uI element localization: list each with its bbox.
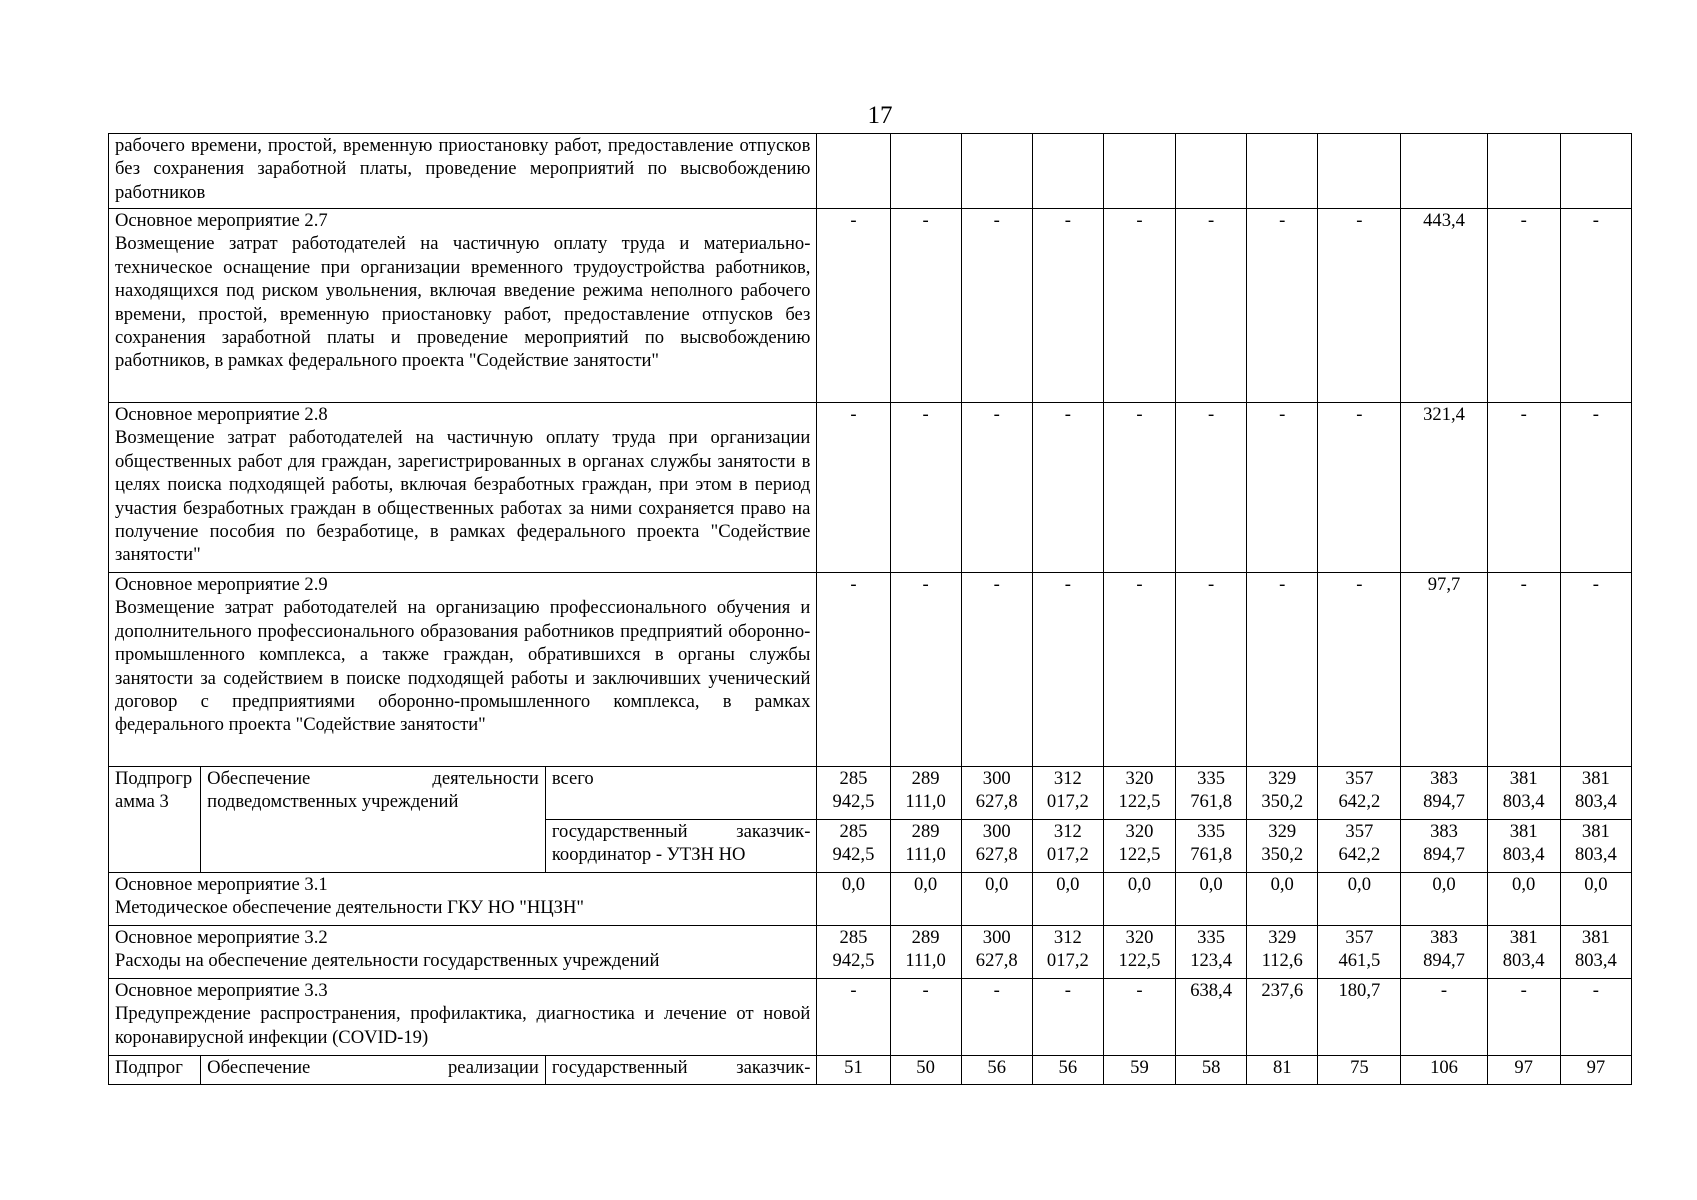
value-cell: 0,0 [1247, 873, 1318, 926]
value-cell: 312 017,2 [1032, 767, 1103, 820]
total-label: всего [545, 767, 817, 820]
measure-text: Возмещение затрат работодателей на частичную оплату труда и материально-техническое оснащение при организации временного трудоустройства работников, находящихся под риском увольнения, включая введение режима неполного рабочего времени, простой, временную приостановку работ, предоставление отпусков без сохранения заработной платы и проведение мероприятий по высвобождению работников, в рамках федерального проекта "Содействие занятости" [115, 233, 811, 372]
table-row [109, 979, 1632, 1056]
value-cell: - [1247, 403, 1318, 573]
value-cell: 97 [1487, 1056, 1560, 1085]
value-cell: 383 894,7 [1401, 926, 1487, 979]
value-cell: 329 350,2 [1247, 767, 1318, 820]
customer-label: государственный заказчик- [545, 1056, 817, 1085]
value-cell: 320 122,5 [1103, 926, 1175, 979]
value-cell: - [1103, 573, 1175, 767]
value-cell: - [1318, 573, 1401, 767]
value-cell: - [890, 403, 961, 573]
table-row [109, 767, 1632, 820]
value-cell: - [1560, 403, 1631, 573]
measure-title: Основное мероприятие 2.7 [115, 210, 328, 231]
value-cell: 106 [1401, 1056, 1487, 1085]
value-cell [1176, 134, 1247, 209]
value-cell: 357 642,2 [1318, 767, 1401, 820]
value-cell: 381 803,4 [1560, 767, 1631, 820]
value-cell: - [1032, 209, 1103, 403]
value-cell: - [817, 573, 890, 767]
measure-description [109, 873, 817, 926]
value-cell: - [1032, 573, 1103, 767]
table-row [109, 1056, 1632, 1085]
value-cell: 285 942,5 [817, 820, 890, 873]
value-cell: 383 894,7 [1401, 767, 1487, 820]
value-cell [1103, 134, 1175, 209]
value-cell: 59 [1103, 1056, 1175, 1085]
value-cell: 381 803,4 [1560, 820, 1631, 873]
value-cell: - [1560, 979, 1631, 1056]
value-cell: - [1176, 573, 1247, 767]
measure-title: Основное мероприятие 3.1 [115, 874, 328, 895]
value-cell: 300 627,8 [961, 767, 1032, 820]
value-cell: - [1247, 209, 1318, 403]
value-cell: 285 942,5 [817, 926, 890, 979]
value-cell: - [1103, 979, 1175, 1056]
measure-text: Предупреждение распространения, профилактика, диагностика и лечение от новой коронавирусной инфекции (COVID-19) [115, 1003, 811, 1048]
value-cell [1247, 134, 1318, 209]
table-row [109, 134, 1632, 209]
value-cell: - [890, 573, 961, 767]
value-cell: - [817, 403, 890, 573]
value-cell: - [890, 209, 961, 403]
measure-title: Основное мероприятие 2.8 [115, 404, 328, 425]
value-cell: - [1318, 209, 1401, 403]
value-cell: 312 017,2 [1032, 926, 1103, 979]
value-cell: 50 [890, 1056, 961, 1085]
value-cell: - [817, 979, 890, 1056]
value-cell [1401, 134, 1487, 209]
value-cell: 300 627,8 [961, 820, 1032, 873]
value-cell: 97,7 [1401, 573, 1487, 767]
value-cell: 58 [1176, 1056, 1247, 1085]
budget-table [108, 133, 1632, 1085]
measure-title: Основное мероприятие 3.3 [115, 980, 328, 1001]
value-cell: 321,4 [1401, 403, 1487, 573]
value-cell: - [1103, 403, 1175, 573]
value-cell: 357 642,2 [1318, 820, 1401, 873]
measure-text: Возмещение затрат работодателей на организацию профессионального обучения и дополнительного профессионального образования работников предприятий оборонно-промышленного комплекса, а также граждан, обратившихся в органы службы занятости за содействием в поиске подходящей работы и заключивших ученический договор с предприятиями оборонно-промышленного комплекса, в рамках федерального проекта "Содействие занятости" [115, 597, 811, 736]
value-cell: 56 [961, 1056, 1032, 1085]
value-cell: 381 803,4 [1487, 820, 1560, 873]
value-cell: - [961, 209, 1032, 403]
value-cell: 443,4 [1401, 209, 1487, 403]
value-cell: 0,0 [1103, 873, 1175, 926]
value-cell: 289 111,0 [890, 767, 961, 820]
value-cell: 0,0 [890, 873, 961, 926]
subprogram-label: Подпрог [109, 1056, 201, 1085]
value-cell: 383 894,7 [1401, 820, 1487, 873]
value-cell: 81 [1247, 1056, 1318, 1085]
value-cell: 638,4 [1176, 979, 1247, 1056]
measure-description [109, 926, 817, 979]
subprogram-label: Подпрограмма 3 [109, 767, 201, 873]
measure-title: Основное мероприятие 2.9 [115, 574, 328, 595]
value-cell [1318, 134, 1401, 209]
value-cell [961, 134, 1032, 209]
value-cell: 320 122,5 [1103, 820, 1175, 873]
subprogram-name: Обеспечение реализации [201, 1056, 546, 1085]
value-cell: 300 627,8 [961, 926, 1032, 979]
value-cell: - [961, 403, 1032, 573]
measure-text: Возмещение затрат работодателей на частичную оплату труда при организации общественных работ для граждан, зарегистрированных в органах службы занятости в целях поиска подходящей работы, включая безработных граждан, при этом в период участия безработных граждан в общественных работах за ними сохраняется право на получение пособия по безработице, в рамках федерального проекта "Содействие занятости" [115, 427, 811, 566]
value-cell: 335 761,8 [1176, 820, 1247, 873]
measure-description [109, 979, 817, 1056]
value-cell: 285 942,5 [817, 767, 890, 820]
value-cell: 237,6 [1247, 979, 1318, 1056]
table-row [109, 926, 1632, 979]
value-cell: - [1487, 403, 1560, 573]
value-cell: 0,0 [1487, 873, 1560, 926]
value-cell: 312 017,2 [1032, 820, 1103, 873]
measure-text: Расходы на обеспечение деятельности государственных учреждений [115, 950, 660, 972]
value-cell: 329 350,2 [1247, 820, 1318, 873]
value-cell: 0,0 [961, 873, 1032, 926]
value-cell: - [1247, 573, 1318, 767]
value-cell: 329 112,6 [1247, 926, 1318, 979]
value-cell: 0,0 [1401, 873, 1487, 926]
value-cell: 51 [817, 1056, 890, 1085]
value-cell: - [1487, 979, 1560, 1056]
value-cell: - [1560, 573, 1631, 767]
value-cell: - [1487, 573, 1560, 767]
value-cell: - [1318, 403, 1401, 573]
value-cell: 97 [1560, 1056, 1631, 1085]
value-cell: 381 803,4 [1487, 767, 1560, 820]
value-cell: - [1176, 209, 1247, 403]
customer-label: государственный заказчик-координатор - УТЗН НО [545, 820, 817, 873]
page-number: 17 [867, 102, 893, 129]
value-cell: 180,7 [1318, 979, 1401, 1056]
value-cell: 0,0 [1318, 873, 1401, 926]
value-cell: - [1032, 403, 1103, 573]
table-row [109, 873, 1632, 926]
measure-description: рабочего времени, простой, временную приостановку работ, предоставление отпусков без сохранения заработной платы, проведение мероприятий по высвобождению работников [109, 134, 817, 209]
value-cell: 381 803,4 [1560, 926, 1631, 979]
value-cell [1487, 134, 1560, 209]
value-cell [890, 134, 961, 209]
value-cell: - [1487, 209, 1560, 403]
value-cell [817, 134, 890, 209]
value-cell: - [890, 979, 961, 1056]
value-cell: 289 111,0 [890, 926, 961, 979]
value-cell: 0,0 [1176, 873, 1247, 926]
table-row [109, 403, 1632, 573]
value-cell: 335 761,8 [1176, 767, 1247, 820]
value-cell: - [1560, 209, 1631, 403]
value-cell: - [1176, 403, 1247, 573]
value-cell: 0,0 [1560, 873, 1631, 926]
subprogram-name: Обеспечение деятельности подведомственных учреждений [201, 767, 546, 873]
measure-title: Основное мероприятие 3.2 [115, 927, 328, 948]
measure-description [109, 209, 817, 403]
measure-description [109, 403, 817, 573]
value-cell: 0,0 [817, 873, 890, 926]
value-cell: 0,0 [1032, 873, 1103, 926]
value-cell: 289 111,0 [890, 820, 961, 873]
value-cell: 320 122,5 [1103, 767, 1175, 820]
value-cell: - [1032, 979, 1103, 1056]
value-cell: 75 [1318, 1056, 1401, 1085]
value-cell: - [961, 573, 1032, 767]
value-cell: 335 123,4 [1176, 926, 1247, 979]
value-cell: - [1103, 209, 1175, 403]
measure-description [109, 573, 817, 767]
value-cell: - [817, 209, 890, 403]
value-cell: 357 461,5 [1318, 926, 1401, 979]
value-cell [1032, 134, 1103, 209]
value-cell: - [1401, 979, 1487, 1056]
value-cell: - [961, 979, 1032, 1056]
measure-text: Методическое обеспечение деятельности ГКУ НО "НЦЗН" [115, 897, 585, 919]
table-row [109, 209, 1632, 403]
value-cell [1560, 134, 1631, 209]
value-cell: 381 803,4 [1487, 926, 1560, 979]
table-row [109, 573, 1632, 767]
value-cell: 56 [1032, 1056, 1103, 1085]
